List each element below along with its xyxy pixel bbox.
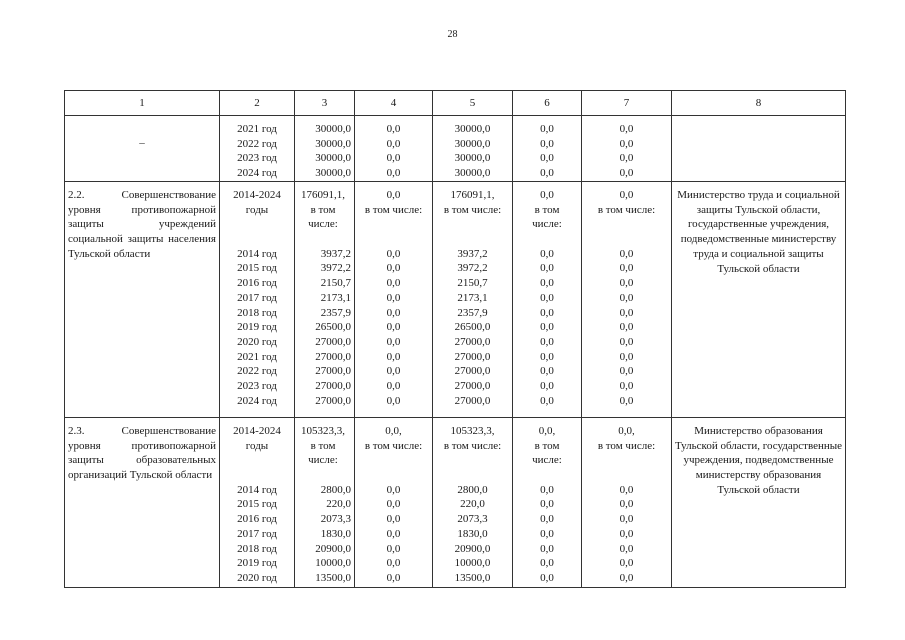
year-value: 0,0	[619, 483, 634, 496]
summary-line: 0,0,	[538, 425, 556, 437]
year-value: 2173,1	[457, 291, 488, 304]
year-value: 10000,0	[454, 557, 491, 570]
cell-value-col6	[513, 182, 582, 418]
summary-line: числе:	[532, 454, 562, 467]
year-value: 0,0	[386, 571, 401, 584]
year-value: 2800,0	[320, 483, 351, 496]
year-value: 0,0	[619, 137, 634, 150]
summary-line: в том	[534, 203, 560, 216]
year-value: 27000,0	[315, 365, 351, 378]
summary-line: в том	[310, 203, 336, 216]
year-value: 0,0	[540, 277, 554, 290]
year-label: 2017 год	[237, 291, 277, 304]
summary-line: годы	[245, 439, 269, 452]
year-value: 0,0	[540, 137, 554, 150]
year-value: 0,0	[619, 277, 634, 290]
summary-line: в том числе:	[443, 203, 502, 216]
column-header: 6	[513, 91, 582, 116]
cell-value-col4	[355, 116, 433, 182]
year-value: 0,0	[386, 513, 401, 526]
summary-line: в том	[534, 439, 560, 452]
year-value: 0,0	[619, 247, 634, 260]
year-value: 2150,7	[457, 277, 488, 290]
summary-line: 0,0	[619, 189, 634, 201]
year-label: 2014 год	[237, 247, 277, 260]
section-row	[65, 182, 846, 418]
summary-line: в том числе:	[443, 439, 502, 452]
year-value: 3937,2	[457, 247, 488, 260]
cell-value-col5	[433, 418, 513, 588]
year-value: 30000,0	[315, 137, 351, 150]
column-header: 5	[433, 91, 513, 116]
year-value: 0,0	[386, 394, 401, 407]
year-label: 2021 год	[237, 350, 277, 363]
year-value: 0,0	[619, 527, 634, 540]
year-value: 0,0	[619, 321, 634, 334]
section-row	[65, 116, 846, 182]
summary-line: в том числе:	[364, 439, 423, 452]
year-value: 0,0	[386, 527, 401, 540]
year-label: 2023 год	[237, 152, 277, 165]
year-value: 0,0	[619, 291, 634, 304]
year-label: 2023 год	[237, 379, 277, 392]
year-value: 26500,0	[315, 321, 351, 334]
responsible-organization	[672, 116, 846, 182]
cell-value-col7	[582, 418, 672, 588]
column-header: 2	[220, 91, 295, 116]
year-value: 3937,2	[320, 247, 351, 260]
year-value: 0,0	[386, 123, 401, 135]
year-value: 0,0	[386, 365, 401, 378]
summary-line: в том	[310, 439, 336, 452]
year-value: 2357,9	[320, 306, 351, 319]
summary-line: 0,0,	[618, 425, 635, 437]
page-number: 28	[447, 29, 458, 40]
year-label: 2014 год	[237, 483, 277, 496]
year-value: 0,0	[386, 379, 401, 392]
summary-line: 105323,3,	[450, 425, 495, 437]
year-value: 10000,0	[315, 557, 351, 570]
year-value: 20900,0	[454, 542, 491, 555]
cell-value-col4	[355, 182, 433, 418]
year-value: 30000,0	[454, 137, 491, 150]
year-value: 0,0	[540, 365, 554, 378]
summary-line: 105323,3,	[301, 425, 345, 437]
year-value: 30000,0	[454, 152, 491, 165]
year-value: 0,0	[540, 247, 554, 260]
year-value: 0,0	[619, 123, 634, 135]
year-value: 0,0	[540, 167, 554, 180]
year-value: 0,0	[619, 379, 634, 392]
year-value: 0,0	[386, 350, 401, 363]
cell-total-value	[295, 116, 355, 182]
year-value: 3972,2	[320, 262, 351, 275]
year-value: 0,0	[619, 513, 634, 526]
year-label: 2020 год	[237, 335, 277, 348]
year-value: 0,0	[540, 527, 554, 540]
year-value: 0,0	[386, 247, 401, 260]
year-value: 0,0	[619, 306, 634, 319]
year-value: 0,0	[540, 321, 554, 334]
responsible-organization: Министерство труда и социальной защиты Тульской области, государственные учреждения, подведомственные министерству труда и социальной защиты Тульской области	[672, 182, 846, 418]
year-value: 30000,0	[454, 167, 491, 180]
year-value: 0,0	[540, 350, 554, 363]
year-value: 0,0	[386, 277, 401, 290]
year-value: 27000,0	[454, 335, 491, 348]
column-header: 1	[65, 91, 220, 116]
summary-line: 176091,1,	[450, 189, 495, 201]
year-value: 0,0	[540, 262, 554, 275]
year-value: 0,0	[386, 483, 401, 496]
year-value: 0,0	[540, 123, 554, 135]
year-value: 0,0	[619, 394, 634, 407]
year-value: 0,0	[540, 557, 554, 570]
year-value: 0,0	[619, 365, 634, 378]
cell-value-col5	[433, 182, 513, 418]
year-value: 0,0	[619, 152, 634, 165]
column-number-row	[65, 91, 846, 116]
year-value: 0,0	[619, 262, 634, 275]
year-label: 2022 год	[237, 365, 277, 378]
year-value: 2073,3	[320, 513, 351, 526]
section-description: –	[65, 116, 220, 182]
cell-period	[220, 182, 295, 418]
year-value: 0,0	[619, 167, 634, 180]
year-value: 0,0	[540, 379, 554, 392]
year-value: 0,0	[386, 152, 401, 165]
year-value: 220,0	[460, 498, 485, 511]
year-value: 2800,0	[457, 483, 488, 496]
cell-value-col6	[513, 116, 582, 182]
year-value: 0,0	[619, 571, 634, 584]
column-header: 3	[295, 91, 355, 116]
year-value: 26500,0	[454, 321, 491, 334]
budget-table	[64, 90, 846, 588]
year-value: 27000,0	[315, 394, 351, 407]
year-value: 0,0	[619, 498, 634, 511]
year-value: 0,0	[386, 291, 401, 304]
year-label: 2019 год	[237, 321, 277, 334]
year-label: 2019 год	[237, 557, 277, 570]
column-header: 8	[672, 91, 846, 116]
summary-line: числе:	[308, 218, 338, 231]
summary-line: годы	[245, 203, 269, 216]
year-value: 0,0	[386, 306, 401, 319]
year-label: 2024 год	[237, 394, 277, 407]
year-value: 0,0	[619, 335, 634, 348]
year-value: 0,0	[540, 152, 554, 165]
year-value: 13500,0	[454, 571, 491, 584]
year-label: 2024 год	[237, 167, 277, 180]
summary-line: 0,0	[386, 189, 401, 201]
year-value: 0,0	[540, 306, 554, 319]
year-value: 0,0	[386, 542, 401, 555]
section-row	[65, 418, 846, 588]
year-value: 30000,0	[454, 123, 491, 135]
year-value: 2357,9	[457, 306, 488, 319]
summary-line: 0,0	[540, 189, 554, 201]
year-label: 2022 год	[237, 137, 277, 150]
year-label: 2018 год	[237, 542, 277, 555]
cell-value-col6	[513, 418, 582, 588]
year-label: 2015 год	[237, 498, 277, 511]
year-value: 0,0	[540, 542, 554, 555]
year-value: 1830,0	[320, 527, 351, 540]
year-label: 2016 год	[237, 277, 277, 290]
cell-total-value	[295, 418, 355, 588]
year-value: 13500,0	[315, 571, 351, 584]
year-label: 2020 год	[237, 571, 277, 584]
cell-total-value	[295, 182, 355, 418]
year-value: 3972,2	[457, 262, 488, 275]
year-value: 30000,0	[315, 152, 351, 165]
year-value: 27000,0	[315, 350, 351, 363]
year-value: 0,0	[540, 483, 554, 496]
responsible-organization: Министерство образования Тульской области, государственные учреждения, подведомственные министерству образования Тульской области	[672, 418, 846, 588]
column-header: 7	[582, 91, 672, 116]
year-value: 0,0	[386, 335, 401, 348]
year-value: 0,0	[386, 167, 401, 180]
year-value: 0,0	[386, 498, 401, 511]
cell-value-col7	[582, 116, 672, 182]
year-value: 1830,0	[457, 527, 488, 540]
year-value: 0,0	[619, 557, 634, 570]
year-label: 2017 год	[237, 527, 277, 540]
cell-period	[220, 116, 295, 182]
year-value: 27000,0	[315, 335, 351, 348]
summary-line: 2014-2024	[233, 189, 281, 201]
section-description: 2.3. Совершенствование уровня противопожарной защиты образовательных организаций Тульской области	[65, 418, 220, 588]
year-value: 0,0	[386, 137, 401, 150]
summary-line: 176091,1,	[301, 189, 345, 201]
year-value: 0,0	[540, 513, 554, 526]
year-value: 0,0	[540, 498, 554, 511]
summary-line: 0,0,	[385, 425, 402, 437]
year-value: 0,0	[540, 394, 554, 407]
year-label: 2018 год	[237, 306, 277, 319]
year-value: 27000,0	[454, 394, 491, 407]
year-label: 2015 год	[237, 262, 277, 275]
year-value: 2173,1	[320, 291, 351, 304]
year-value: 2150,7	[320, 277, 351, 290]
year-value: 0,0	[540, 291, 554, 304]
year-value: 27000,0	[454, 379, 491, 392]
year-value: 27000,0	[315, 379, 351, 392]
cell-value-col4	[355, 418, 433, 588]
year-value: 27000,0	[454, 365, 491, 378]
year-value: 0,0	[386, 557, 401, 570]
year-value: 0,0	[386, 321, 401, 334]
year-value: 0,0	[540, 571, 554, 584]
section-description: 2.2. Совершенствование уровня противопожарной защиты учреждений социальной защиты населения Тульской области	[65, 182, 220, 418]
year-value: 27000,0	[454, 350, 491, 363]
summary-line: числе:	[532, 218, 562, 231]
summary-line: в том числе:	[597, 439, 656, 452]
cell-value-col5	[433, 116, 513, 182]
year-value: 2073,3	[457, 513, 488, 526]
summary-line: в том числе:	[364, 203, 423, 216]
year-value: 0,0	[540, 335, 554, 348]
year-value: 220,0	[326, 498, 351, 511]
year-value: 30000,0	[315, 167, 351, 180]
summary-line: числе:	[308, 454, 338, 467]
summary-line: в том числе:	[597, 203, 656, 216]
year-label: 2021 год	[237, 123, 277, 135]
year-value: 0,0	[619, 350, 634, 363]
year-label: 2016 год	[237, 513, 277, 526]
cell-value-col7	[582, 182, 672, 418]
column-header: 4	[355, 91, 433, 116]
year-value: 0,0	[386, 262, 401, 275]
year-value: 0,0	[619, 542, 634, 555]
year-value: 30000,0	[315, 123, 351, 135]
cell-period	[220, 418, 295, 588]
year-value: 20900,0	[315, 542, 351, 555]
summary-line: 2014-2024	[233, 425, 281, 437]
